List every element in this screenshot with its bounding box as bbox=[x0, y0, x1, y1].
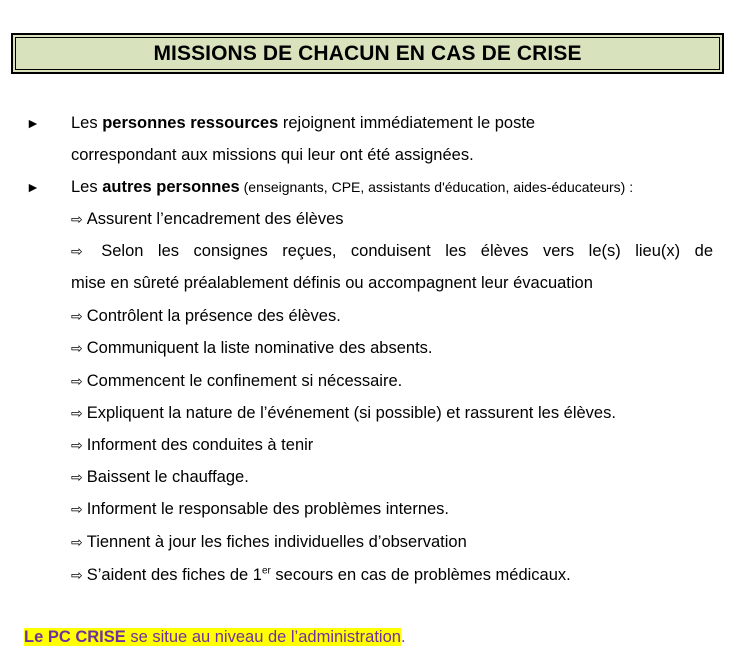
task-9-text: Informent le responsable des problèmes internes. bbox=[86, 500, 450, 518]
task-2-text-a: Selon les consignes reçues, conduisent les élèves vers le(s) lieu(x) de bbox=[101, 242, 713, 260]
task-10 bbox=[71, 532, 467, 553]
page-title: MISSIONS DE CHACUN EN CAS DE CRISE bbox=[153, 41, 582, 65]
arrow-right-icon: ⇨ bbox=[71, 535, 83, 551]
task-1-text: Assurent l’encadrement des élèves bbox=[86, 210, 344, 228]
task-4-text: Communiquent la liste nominative des absents. bbox=[86, 339, 433, 357]
task-7-text: Informent des conduites à tenir bbox=[86, 436, 314, 454]
arrow-right-icon: ⇨ bbox=[71, 212, 83, 228]
arrow-right-icon: ⇨ bbox=[71, 244, 83, 260]
task-8 bbox=[71, 467, 249, 488]
task-11 bbox=[71, 565, 571, 586]
footer-note bbox=[24, 627, 406, 647]
arrow-right-icon: ⇨ bbox=[71, 502, 83, 518]
task-2-line2: mise en sûreté préalablement définis ou accompagnent leur évacuation bbox=[71, 274, 593, 292]
arrow-right-icon: ⇨ bbox=[71, 374, 83, 390]
task-5-text: Commencent le confinement si nécessaire. bbox=[86, 372, 403, 390]
task-11-text-b: secours en cas de problèmes médicaux. bbox=[270, 566, 571, 584]
task-6-text: Expliquent la nature de l’événement (si possible) et rassurent les élèves. bbox=[86, 404, 616, 422]
arrow-right-icon: ⇨ bbox=[71, 309, 83, 325]
item1-lead: Les bbox=[71, 114, 103, 132]
task-3 bbox=[71, 306, 341, 327]
task-8-text: Baissent le chauffage. bbox=[86, 468, 249, 486]
bullet-icon: ► bbox=[26, 115, 40, 131]
footer-bold: Le PC CRISE bbox=[24, 628, 126, 646]
arrow-right-icon: ⇨ bbox=[71, 438, 83, 454]
item2-line bbox=[71, 177, 633, 197]
arrow-right-icon: ⇨ bbox=[71, 470, 83, 486]
task-9 bbox=[71, 499, 449, 520]
task-11-superscript: er bbox=[261, 565, 271, 577]
task-11-text-a: S’aident des fiches de 1 bbox=[86, 566, 262, 584]
title-box bbox=[11, 33, 724, 74]
task-5 bbox=[71, 371, 402, 392]
task-2-line1 bbox=[71, 241, 713, 262]
arrow-right-icon: ⇨ bbox=[71, 406, 83, 422]
footer-end: . bbox=[400, 628, 406, 646]
item1-line2: correspondant aux missions qui leur ont été assignées. bbox=[71, 146, 474, 164]
item2-bold: autres personnes bbox=[102, 178, 240, 196]
bullet-icon: ► bbox=[26, 179, 40, 195]
arrow-right-icon: ⇨ bbox=[71, 568, 83, 584]
title-frame bbox=[15, 37, 720, 70]
item1-line1 bbox=[71, 113, 535, 133]
task-6 bbox=[71, 403, 616, 424]
footer-rest: se situe au niveau de l’administration bbox=[125, 628, 401, 646]
item1-rest: rejoignent immédiatement le poste bbox=[278, 114, 536, 132]
task-7 bbox=[71, 435, 313, 456]
arrow-right-icon: ⇨ bbox=[71, 341, 83, 357]
item2-paren: (enseignants, CPE, assistants d'éducation, aides-éducateurs) : bbox=[239, 179, 634, 195]
task-3-text: Contrôlent la présence des élèves. bbox=[86, 307, 341, 325]
item2-lead: Les bbox=[71, 178, 103, 196]
task-10-text: Tiennent à jour les fiches individuelles d’observation bbox=[86, 533, 467, 551]
task-1 bbox=[71, 209, 344, 230]
item1-bold: personnes ressources bbox=[102, 114, 279, 132]
task-4 bbox=[71, 338, 433, 359]
